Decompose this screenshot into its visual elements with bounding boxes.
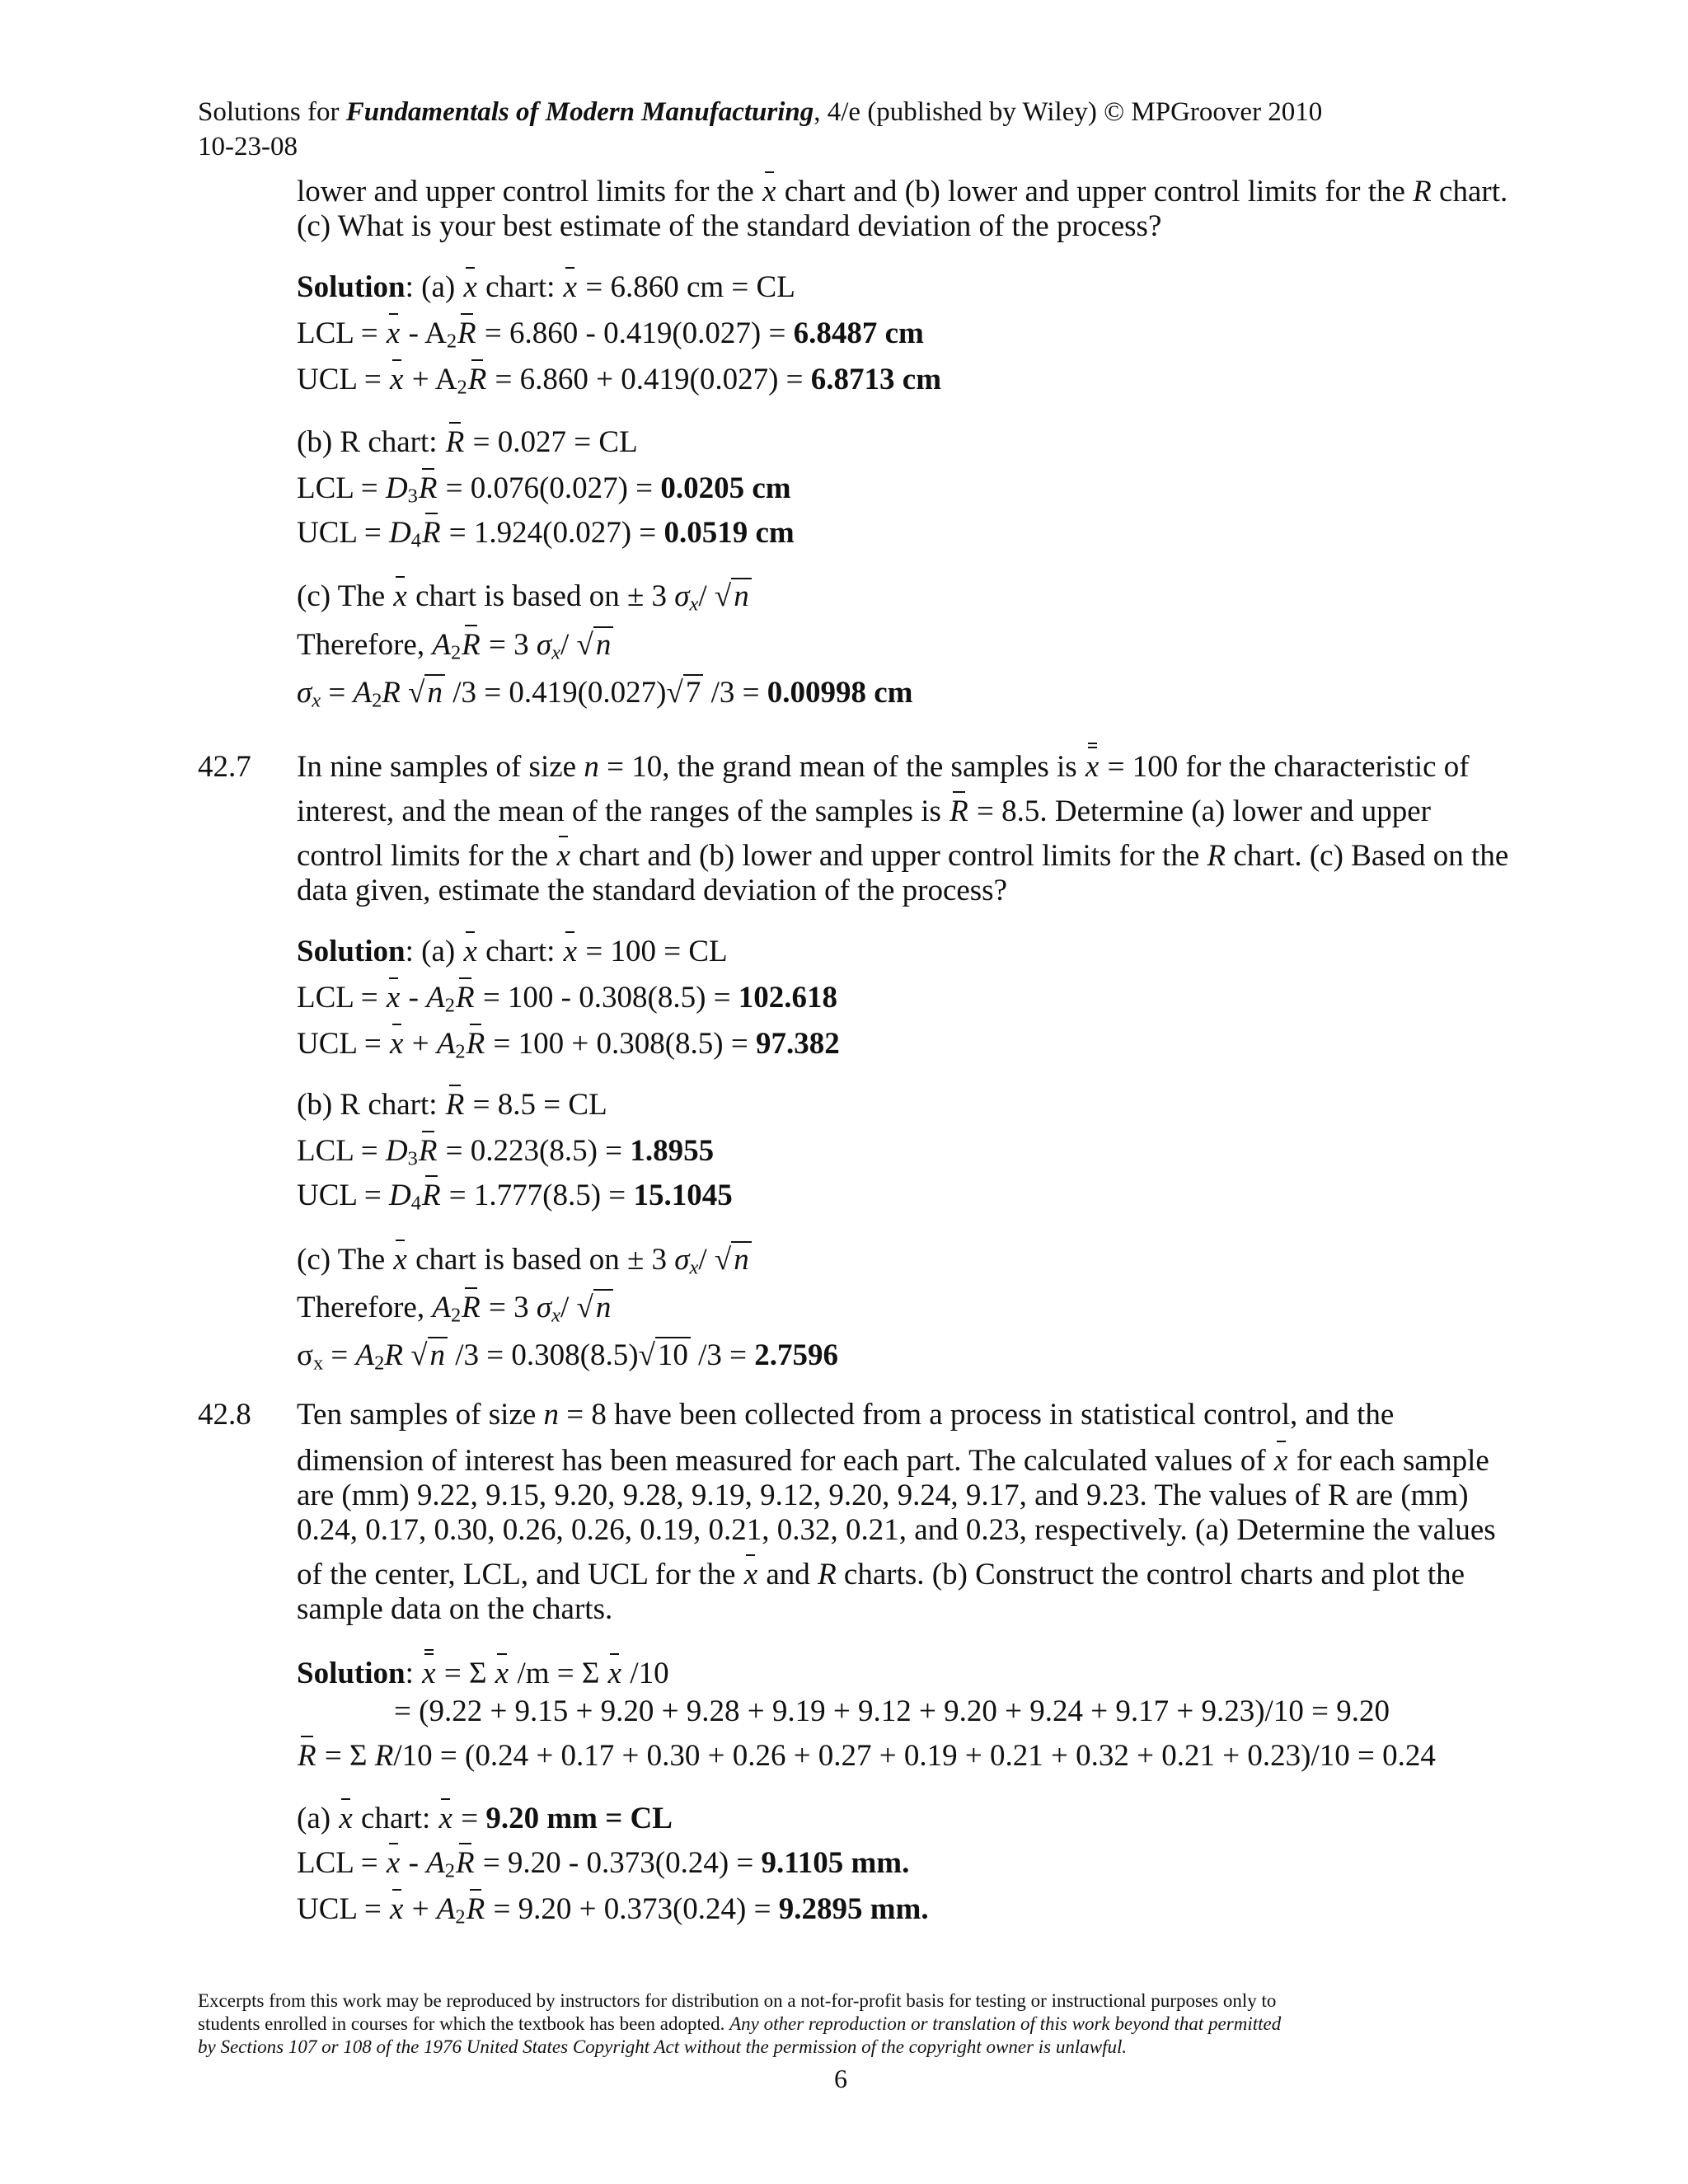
p428-line-1: Ten samples of size n = 8 have been collected from a process in statistical control, and the bbox=[297, 1398, 1395, 1432]
p428-line-5: of the center, LCL, and UCL for the x and R charts. (b) Construct the control charts and plot the bbox=[297, 1558, 1465, 1591]
p427-c-line-2: Therefore, $A_2R = 3$ $\sigma_x/$ √n bbox=[297, 1291, 613, 1326]
problem-number-42-7: 42.7 bbox=[198, 750, 251, 784]
p427-line-2: interest, and the mean of the ranges of the samples is R = 8.5. Determine (a) lower and upper bbox=[297, 794, 1432, 828]
p428-mean-calculation: = (9.22 + 9.15 + 9.20 + 9.28 + 9.19 + 9.12 + 9.20 + 9.24 + 9.17 + 9.23)/10 = 9.20 bbox=[394, 1694, 1390, 1728]
p428-ucl-x: UCL = $x + A_2R = 9.20 + 0.373(0.24) = 9.2895$ mm. bbox=[297, 1892, 929, 1929]
intro-lcl-r: LCL = $D_3R = 0.076(0.027) = 0.0205$ cm bbox=[297, 471, 791, 508]
p428-x-chart: (a) x chart: x = 9.20 mm = CL bbox=[297, 1802, 673, 1835]
p427-ucl-x: UCL = $x + A_2R = 100 + 0.308(8.5) = 97.382$ bbox=[297, 1027, 840, 1063]
p427-c-line-1: (c) The x chart is based on ± 3 $\sigma_x/$ √n bbox=[297, 1243, 752, 1278]
p427-line-1: In nine samples of size n = 10, the grand mean of the samples is x = 100 for the characteristic of bbox=[297, 750, 1470, 784]
p427-c-line-3: $\sigma_x = A_2R$ √n /3 = 0.308(8.5)√10 /3 = 2.7596 bbox=[297, 1338, 839, 1375]
intro-solution-a: Solution: (a) x chart: x = 6.860 cm = CL bbox=[297, 270, 795, 304]
page-number: 6 bbox=[834, 2064, 847, 2093]
intro-ucl-x: UCL = $x + A_2R = 6.860 + 0.419(0.027) = 6.8713$ cm bbox=[297, 363, 942, 399]
p428-line-3: are (mm) 9.22, 9.15, 9.20, 9.28, 9.19, 9.12, 9.20, 9.24, 9.17, and 9.23. The values of R are (mm) bbox=[297, 1479, 1469, 1512]
header-date: 10-23-08 bbox=[198, 132, 298, 162]
p428-rbar-calculation: R = Σ R/10 = (0.24 + 0.17 + 0.30 + 0.26 + 0.27 + 0.19 + 0.21 + 0.32 + 0.21 + 0.23)/10 = 0.24 bbox=[298, 1739, 1436, 1773]
intro-line-2: (c) What is your best estimate of the standard deviation of the process? bbox=[297, 209, 1162, 243]
p427-line-3: control limits for the x chart and (b) lower and upper control limits for the R chart. (c) Based on the bbox=[297, 839, 1509, 873]
p427-ucl-r: UCL = $D_4R = 1.777(8.5) = 15.1045$ bbox=[297, 1179, 733, 1215]
intro-c-line-2: Therefore, $A_2R = 3$ $\sigma_x/$ √n bbox=[297, 628, 613, 663]
intro-line-1: lower and upper control limits for the x chart and (b) lower and upper control limits for the R chart. bbox=[297, 175, 1508, 209]
p428-line-4: 0.24, 0.17, 0.30, 0.26, 0.26, 0.19, 0.21, 0.32, 0.21, and 0.23, respectively. (a) Determine the values bbox=[297, 1513, 1496, 1547]
intro-lcl-x: LCL = $x - A_2R = 6.860 - 0.419(0.027) = 6.8487$ cm bbox=[297, 316, 924, 353]
p427-lcl-x: LCL = $x - A_2R = 100 - 0.308(8.5) = 102.618$ bbox=[297, 981, 838, 1017]
p427-r-chart: (b) R chart: R = 8.5 = CL bbox=[297, 1088, 607, 1122]
intro-c-line-1: (c) The x chart is based on ± 3 $\sigma_x/$ √n bbox=[297, 579, 752, 615]
footer-line-3: by Sections 107 or 108 of the 1976 United States Copyright Act without the permission of the copyright owner is unlawful. bbox=[198, 2036, 1128, 2057]
p428-line-2: dimension of interest has been measured for each part. The calculated values of x for each sample bbox=[297, 1444, 1489, 1478]
p427-solution-a: Solution: (a) x chart: x = 100 = CL bbox=[297, 935, 728, 968]
p427-lcl-r: LCL = $D_3R = 0.223(8.5) = 1.8955$ bbox=[297, 1134, 715, 1170]
p428-line-6: sample data on the charts. bbox=[297, 1592, 613, 1626]
running-header: Solutions for Fundamentals of Modern Manufacturing, 4/e (published by Wiley) © MPGroover 2010 bbox=[198, 97, 1323, 127]
footer-line-1: Excerpts from this work may be reproduced by instructors for distribution on a not-for-profit basis for testing or instructional purposes only to bbox=[198, 1990, 1277, 2011]
p427-line-4: data given, estimate the standard deviation of the process? bbox=[297, 874, 1008, 907]
intro-r-chart: (b) R chart: R = 0.027 = CL bbox=[297, 425, 638, 459]
p428-solution-grand-mean: Solution: x = Σ x /m = Σ x /10 bbox=[297, 1657, 669, 1690]
problem-number-42-8: 42.8 bbox=[198, 1398, 251, 1432]
intro-c-line-3: $\sigma_x = A_2R$ √n /3 = 0.419(0.027)√7 /3 = 0.00998 cm bbox=[297, 676, 913, 712]
p428-lcl-x: LCL = $x - A_2R = 9.20 - 0.373(0.24) = 9.1105$ mm. bbox=[297, 1846, 910, 1882]
intro-ucl-r: UCL = $D_4R = 1.924(0.027) = 0.0519$ cm bbox=[297, 516, 795, 552]
book-title: Fundamentals of Modern Manufacturing bbox=[345, 97, 814, 127]
footer-line-2: students enrolled in courses for which the textbook has been adopted. Any other reproduction or translation of this work beyond that permitted bbox=[198, 2013, 1282, 2034]
